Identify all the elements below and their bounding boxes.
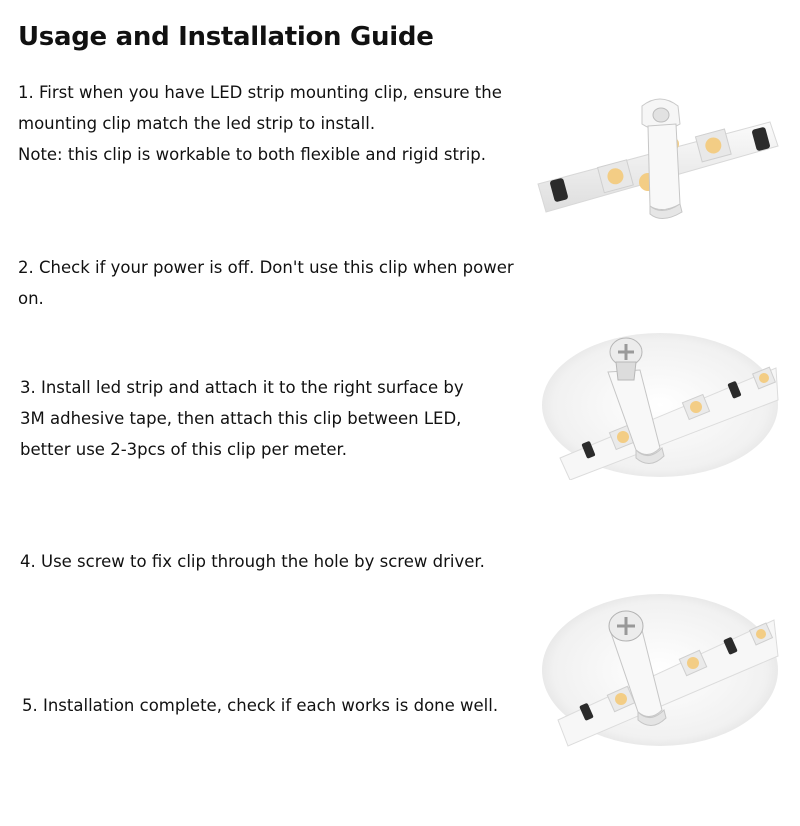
step-4: [20, 546, 485, 577]
step-4-line-1: 4. Use screw to fix clip through the hole by screw driver.: [20, 552, 485, 571]
step-1: [18, 77, 502, 170]
step-3: [20, 372, 464, 465]
step-5-line-1: 5. Installation complete, check if each works is done well.: [22, 696, 499, 715]
step-2: [18, 252, 514, 314]
installed-clip-icon: [540, 590, 780, 750]
step-1-line-1: 1. First when you have LED strip mounting clip, ensure the: [18, 83, 502, 102]
step-2-line-2: on.: [18, 289, 44, 308]
step-3-line-3: better use 2-3pcs of this clip per meter.: [20, 440, 348, 459]
step-5: [22, 690, 498, 721]
step-3-line-1: 3. Install led strip and attach it to the right surface by: [20, 378, 464, 397]
step-3-line-2: 3M adhesive tape, then attach this clip between LED,: [20, 409, 462, 428]
step-2-line-1: 2. Check if your power is off. Don't use this clip when power: [18, 258, 514, 277]
led-strip-clip-icon: [530, 84, 780, 234]
step-1-line-2: mounting clip match the led strip to install.: [18, 114, 376, 133]
step-1-line-3: Note: this clip is workable to both flexible and rigid strip.: [18, 145, 486, 164]
page-title: Usage and Installation Guide: [18, 22, 434, 52]
clip-with-screw-icon: [540, 330, 780, 480]
